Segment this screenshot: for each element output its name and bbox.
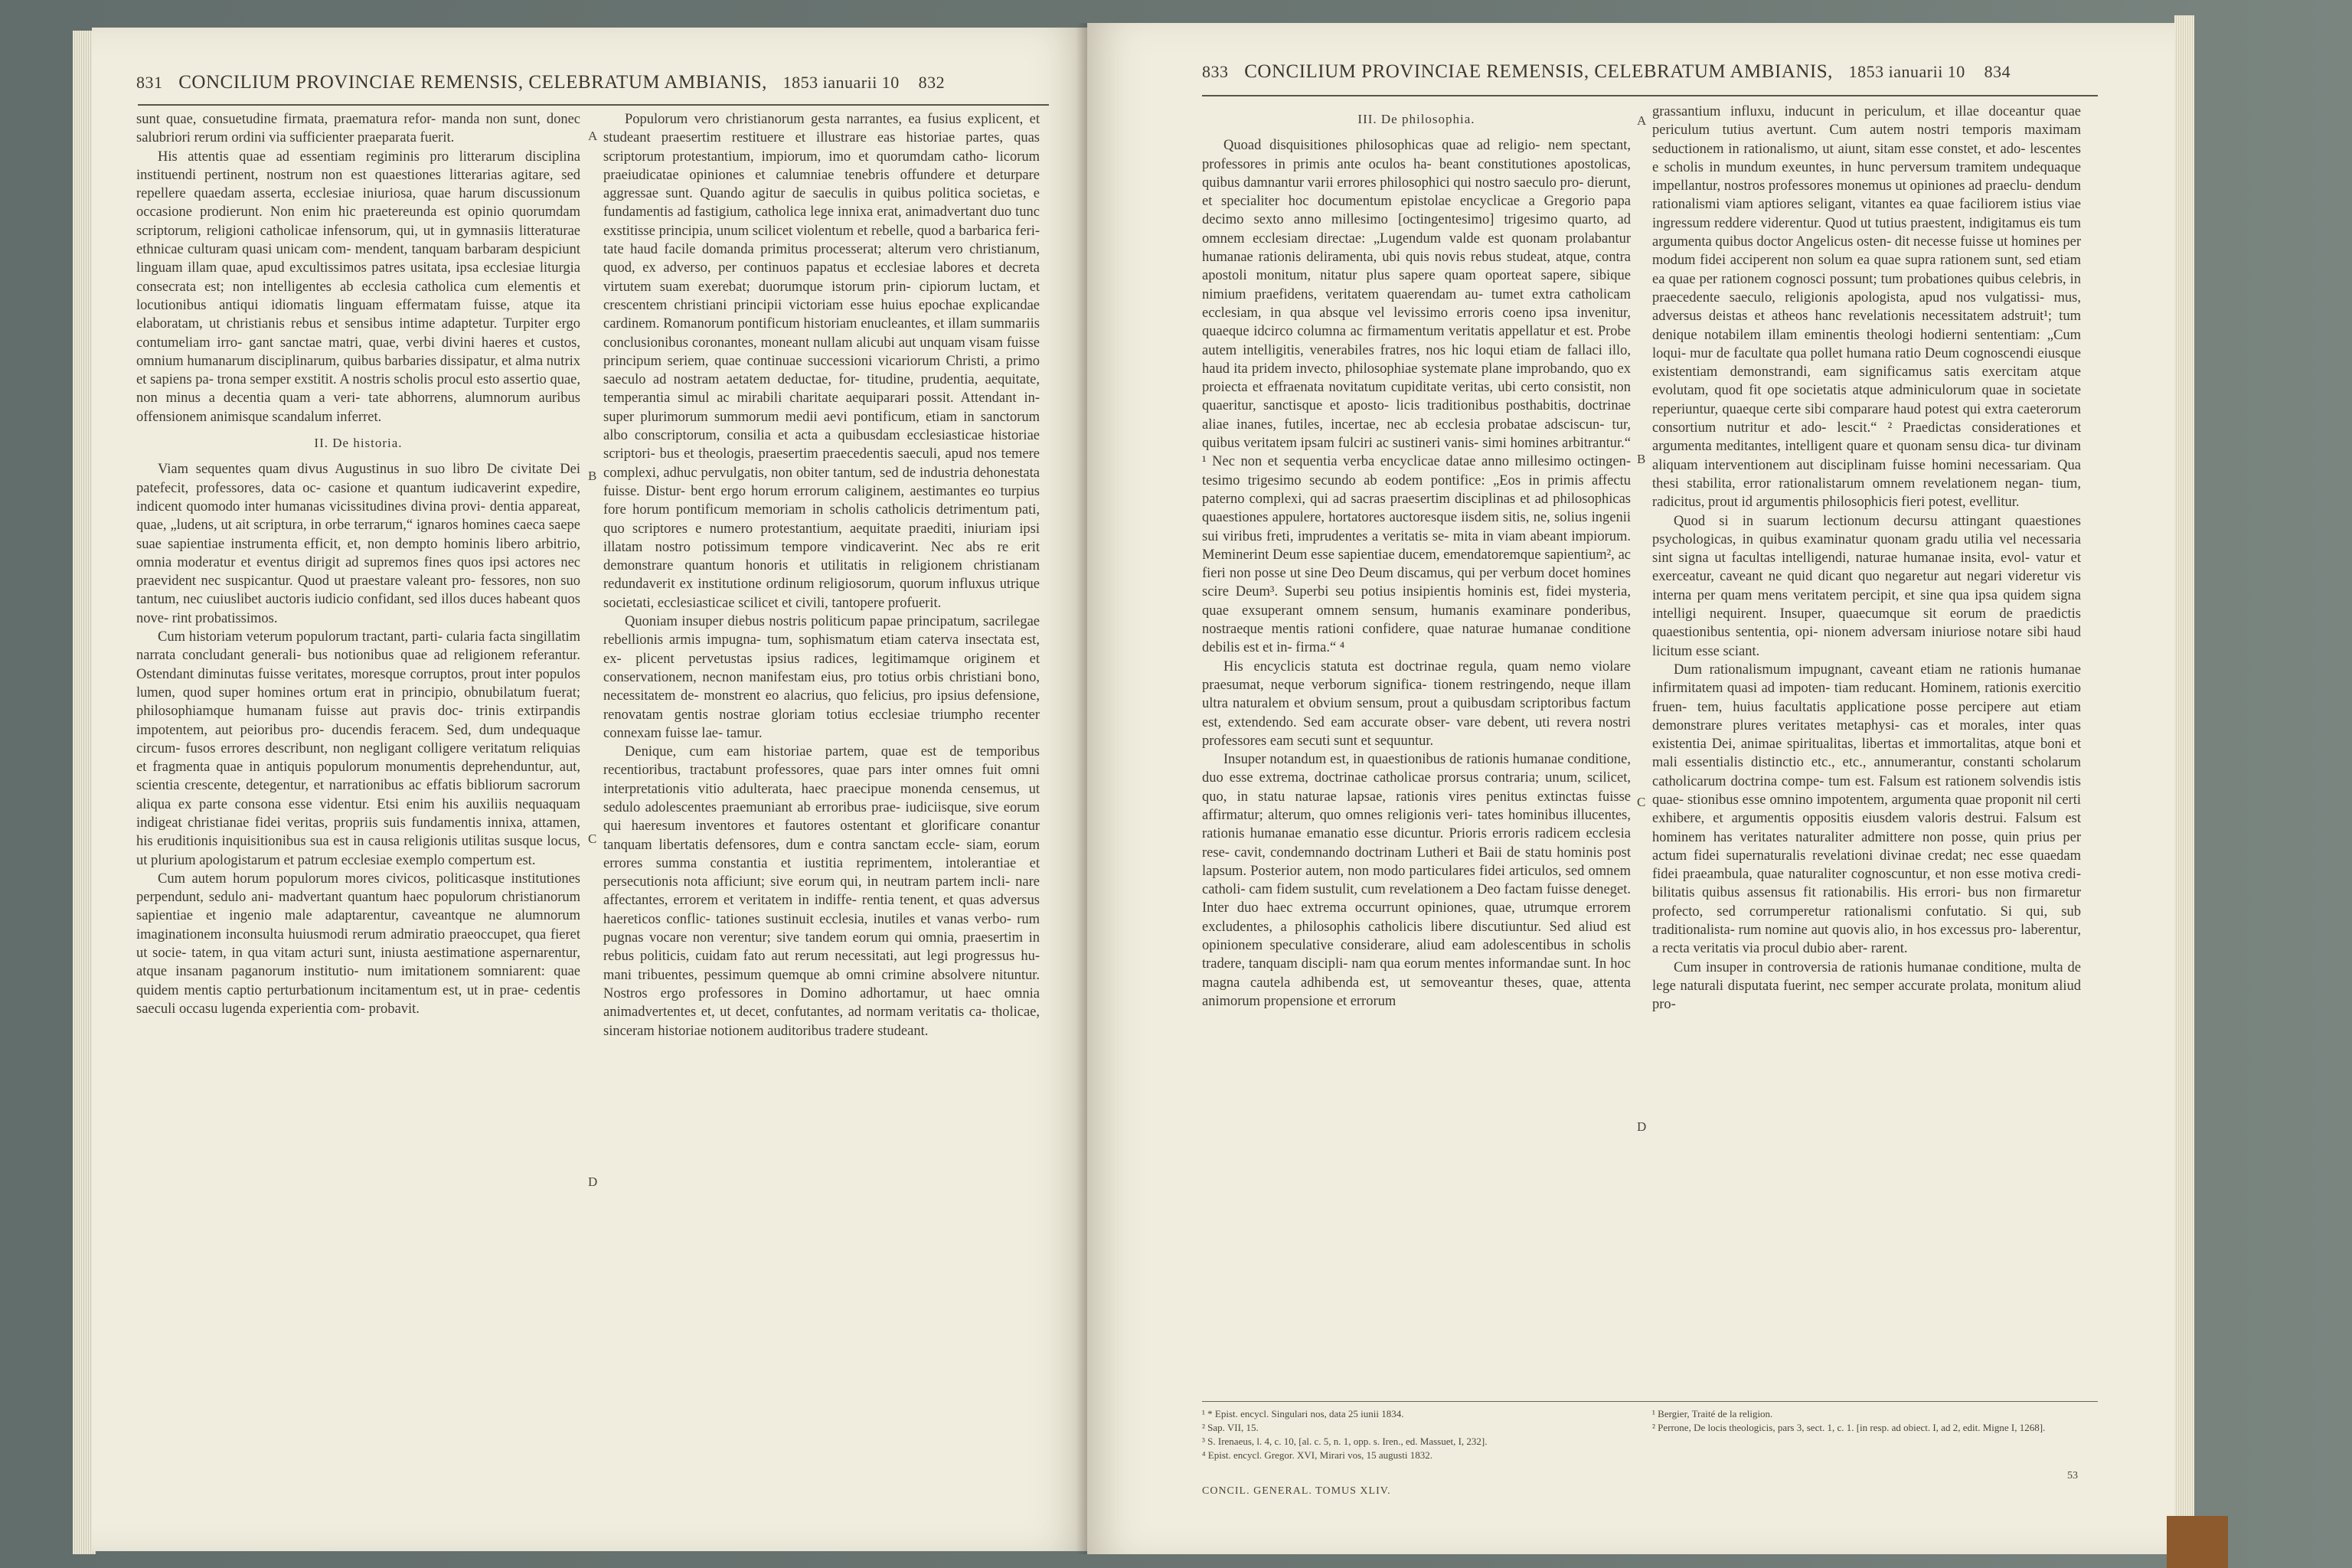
paragraph: His attentis quae ad essentiam regiminis pro litterarum disciplina instituendi pertinent, nostrum non est quaestiones litterarias agitare, sed repellere quaedam asserta, ecclesiae iniuriosa, quae harum discussionum occasione prodierunt. Non enim hic praetereunda est opinio quorumdam scriptorum, religioni catholicae infensorum, qui, ut in gymnasiis litteraturae ethnicae culturam quasi unicam com- mendent, tanquam barbaram despiciunt linguam illam quae, apud excultissimos patres usitata, ipsa ecclesiae liturgia consecrata est; non intelligentes ab ecclesia catholica cum elementis et locutionibus antiqui idiomatis linguam effermatam fuisse, atque ita elaboratam, ut christianis rebus et sensibus intime adaptetur. Turpiter ergo contumeliam irro- gant sanctae matri, quae, verbi divini haeres et custos, omnium humanarum disciplinarum, quibus barbaries dissipatur, et alma nutrix et sapiens pa- trona semper exstitit. A nostris scholis procul esto assertio quae, non minus a decentia quam a veri- tate abhorrens, alumnorum auribus offensionem animisque scandalum inferret. — [136, 149, 580, 425]
left-page-number: 831 — [136, 73, 163, 92]
left-column-number: 832 — [918, 73, 946, 92]
paragraph: Populorum vero christianorum gesta narrantes, ea fusius explicent, et studeant praesertim restituere et illustrare eas historiae partes, quas scriptorum protestantium, impiorum, imo et quorumdam catho- licorum praeiudicatae opiniones et calumniae tenebris offundere et deturpare aggressae sunt. Quando agitur de saeculis in quibus politica societas, e fundamentis ad fastigium, catholica lege innixa erat, animadvertant duo tunc exstitisse principia, unum scilicet violentum et rebelle, quod a barbarica feri- tate haud facile domanda primitus processerat; alterum vero christianum, quod, ex adverso, per continuos papatus et ecclesiae labores et decreta virtutem suam exerebat; duorumque istorum prin- cipiorum luctam, et crescentem christiani principii victoriam esse huius epochae explicandae cardinem. Romanorum pontificum historiam enucleantes, et illam summariis conclusionibus coronantes, moneant nullam alicubi aut unquam visam fuisse principum seriem, quae continuae successioni vicariorum Christi, a primo saeculo ad nostram aetatem deductae, for- titudine, prudentia, aequitate, temperantia simul ac mirabili charitate aequiparari possit. Attendant in- super plurimorum summorum medii aevi pontificum, etiam in sanctorum albo conscriptorum, consilia et acta a quibusdam ecclesiasticae historiae scriptori- bus et theologis, praesertim praecedentis saeculi, apud nos temere complexi, adhuc pervulgatis, non obiter tantum, sed de industria dehonestata fuisse. Distur- bent ergo horum errorum caliginem, aestimantes eo turpius fore horum pontificum memoriam in scholis catholicis detrimentum pati, quo scriptores e numero protestantium, aequitate praediti, iniuriam ipsi illatam nostro potissimum tempore vindicaverint. Nec abs re erit demonstrare quantum honoris et utilitatis in religionem christianam redundaverit ex institutione ordinum religiosorum, quorum influxus utrique societati, ecclesiasticae scilicet et civili, tantopere profuerit. — [603, 112, 1040, 611]
right-column-1 — [1202, 103, 1631, 1011]
left-page — [92, 28, 1087, 1551]
signature-number: 53 — [2067, 1470, 2078, 1481]
left-running-title: CONCILIUM PROVINCIAE REMENSIS, CELEBRATUM AMBIANIS, — [178, 72, 767, 93]
right-page-edges — [2174, 15, 2194, 1554]
paragraph: Dum rationalismum impugnant, caveant etiam ne rationis humanae infirmitatem quasi ad impoten- tiam reducant. Hominem, rationis exercitio fruen- tem, huius facultatis applicatione posse percipere aut etiam demonstrare plures veritates metaphysi- cas et morales, inter quas existentia Dei, animae spiritualitas, libertas et immortalitas, atque boni et mali essentialis distinctio etc., etc., annumerantur, constanti scholarum catholicarum doctrina compe- tum est. Falsum est rationem solvendis istis quae- stionibus esse omnino impotentem, argumenta quae proponit nil certi exhibere, et argumentis oppositis eiusdem valoris destrui. Falsum est hominem has veritates naturaliter admittere non posse, quin prius per actum fidei supernaturalis revelationi divinae credat; nec esse quaedam fidei praeambula, quae naturaliter cognoscuntur, et non esse motiva credi- bilitatis quibus assensus fit rationabilis. His errori- bus non firmaretur profecto, sed corrumperetur rationalismi confutatio. Si qui, sub traditionalista- rum nomine aut quovis alio, in hos excessus pro- laberentur, a recta veritatis via procul dubio aber- rarent. — [1652, 662, 2081, 957]
margin-marker: C — [1637, 795, 1646, 809]
margin-marker: A — [588, 129, 598, 143]
section-heading-historia: II. De historia. — [314, 436, 403, 451]
paragraph: Denique, cum eam historiae partem, quae est de temporibus recentioribus, tractabunt professores, quae pars inter omnes fuit omni interpretationis vitio adulterata, haec praecipue monenda censemus, ut sedulo adolescentes praemuniant ab erroribus prae- iudiciisque, sive eorum qui haeresum inventores et fautores ostentant et glorificare conantur tanquam libertatis defensores, dum e contra sanctam eccle- siam, eorum errores summa constantia et iustitia reprimentem, intolerantiae et persecutionis nota afficiunt; sive eorum qui, in neutram partem incli- nare affectantes, errorem et veritatem in indiffe- rentia tenent, et quas adversus haereticos conflic- tationes sustinuit ecclesia, inutiles et vanas verbo- rum pugnas vocare non verentur; sive tandem eorum qui omnia, praesertim in rebus politicis, cuidam fato aut rerum necessitati, aut legi progressus hu- mani tribuentes, pessimum quemque ab omni crimine absolvere nituntur. Nostros ergo professores in Domino adhortamur, ut haec omnia animadvertentes et, ut decet, confutantes, ad normam veritatis ca- tholicae, sinceram historiae notionem auditoribus tradere studeant. — [603, 744, 1040, 1039]
paragraph: Viam sequentes quam divus Augustinus in suo libro De civitate Dei patefecit, professores, data oc- casione et quantum iudicaverint expedire, indicent quomodo inter humanas vicissitudines divina provi- dentia appareat, quae, „ludens, ut ait scriptura, in orbe terrarum,“ ignaros homines caeca saepe suae sapientiae instrumenta efficit, et, non dempto hominis libero arbitrio, omnia moderatur et eventus dirigit ad supremos fines quos ipsi actores nec praevident nec suspicantur. Quod ut praestare valeant pro- fessores, non suo tantum, nec cuiuslibet auctoris iudicio confidant, sed illos duces habeant quos nove- rint probatissimos. — [136, 462, 580, 626]
paragraph: Cum historiam veterum populorum tractant, parti- cularia facta singillatim narrata concludant generali- bus notionibus quae ad religionem referantur. Ostendant diminutas fuisse veritates, moresque corruptos, prout inter populos lumen, quod super homines ortum erat in principio, obnubilatum fuerat; philosophiamque humanam fuisse aut pravis doc- trinis extirpandis impotentem, aut peioribus pro- ducendis feracem. Sed, dum undequaque circum- fusos errores describunt, non negligant colligere veritatum reliquias et fragmenta quae in antiquis populorum monumentis deprehenduntur, aut, scientia crescente, detegentur, et narrationibus ac effatis bibliorum sacrorum aliqua ex parte consona esse videntur. Etsi enim his auxiliis nequaquam indigeat christianae fidei veritas, propriis suis fundamentis innixa, attamen, his eruditionis inquisitionibus sua est in causa religionis utilitas susque locus, ut plurium apologistarum et patrum ecclesiae exemplo compertum est. — [136, 629, 580, 868]
footnotes-left — [1202, 1407, 1631, 1462]
right-column-number: 834 — [1984, 62, 2011, 81]
footnote: ⁴ Epist. encycl. Gregor. XVI, Mirari vos, 15 augusti 1832. — [1202, 1449, 1432, 1461]
left-column-1 — [136, 110, 580, 1018]
paragraph: grassantium influxu, inducunt in periculum, et illae doceantur quae periculum tutius avertunt. Cum autem nostri temporis maximam seductionem in rationalismo, ut aiunt, sitam esse constet, et ado- lescentes e scholis in mundum exeuntes, in hunc perversum tramitem undequaque impellantur, nostros professores monemus ut opiniones ad praeclu- dendum rationalismi viam aptiores seligant, vitantes ea quae faciliorem istius viae ingressum reddere viderentur. Quod ut tutius praestent, indigitamus eis tum argumenta quibus doctor Angelicus osten- dit necesse fuisse ut homines per modum fidei acciperent non solum ea quae supra rationem sunt, sed etiam ea quae per rationem cognosci possunt; tum probationes quibus celebris, in praecedente saeculo, religionis apologista, apud nos vulgatissi- mus, adversus deistas et atheos hanc revelationis necessitatem adstruit¹; tum denique notabilem illam eminentis theologi hodierni sententiam: „Cum loqui- mur de facultate qua pollet humana ratio Deum cognoscendi eiusque existentiam demonstrandi, eam significamus satis exercitam atque evolutam, quod fit ope societatis atque adminiculorum quae in societate reperiuntur, quaeque certe sibi comparare haud potest qui extra caeterorum consortium nutritur et ado- lescit.“ ² Praedictas considerationes et argumenta meditantes, intelligent quare et quonam sensu dica- tur divinam aliquam interventionem aut disciplinam fuisse homini necessariam. Qua thesi stabilita, error rationalistarum omnem revelationem negan- tium, radicitus, prout id argumentis philosophicis fieri potest, evellitur. — [1652, 104, 2081, 511]
paragraph: Quoniam insuper diebus nostris politicum papae principatum, sacrilegae rebellionis armis impugna- tum, sophismatum etiam caterva insectata est, ex- plicent pervetustas ipsius radices, legitimamque originem et conservationem, necnon manifestam eius, pro totius orbis christiani bono, necessitatem de- monstrent eo alacrius, quo felicius, pro ipsius defensione, renovatam gentis nostrae gloriam totius ecclesiae triumpho recenter connexam fuisse lae- tamur. — [603, 614, 1040, 741]
right-page-header — [1202, 61, 2011, 83]
book-cover-corner — [2167, 1516, 2228, 1568]
signature-line: CONCIL. GENERAL. TOMUS XLIV. — [1202, 1485, 1391, 1497]
margin-marker: C — [588, 831, 597, 846]
paragraph: Cum autem horum populorum mores civicos, politicasque institutiones perpendunt, sedulo ani- madvertant quantum haec populorum christianorum sapientiae et ingenio male adaptarentur, caveantque ne alumnorum imaginationem inconsulta huiusmodi rerum admiratio praeoccupet, qua fieret ut socie- tatem, in qua vitam acturi sunt, iniusta aestimatione aspernarentur, atque insanam paganorum institutio- num imitationem somniarent: quae quidem mentis captio perturbationum incitamentum est, ut in prae- cedentis saeculi occasu lugenda experientia com- probavit. — [136, 871, 580, 1017]
paragraph: sunt quae, consuetudine firmata, praematura refor- manda non sunt, donec salubriori rerum ordini via sufficienter praeparata fuerit. — [136, 112, 580, 146]
margin-marker: B — [1637, 452, 1646, 466]
left-running-date: 1853 ianuarii 10 — [782, 73, 900, 92]
left-column-2 — [603, 110, 1040, 1040]
paragraph: Quod si in suarum lectionum decursu attingant quaestiones psychologicas, in quibus examinatur quonam gradu utilia vel necessaria sint signa ut facultas intelligendi, naturae humanae insita, evol- vatur et exerceatur, caveant ne quid dicant quo negaretur aut negari videretur vis interna per quam mens veritatem percipit, et sine qua ipsa quidem signa intelligi nequirent. Insuper, quaecumque sit eorum de praedictis quaestionibus sententia, opi- nionem adversam iniuriose notare sibi haud licitum esse sciant. — [1652, 513, 2081, 659]
paragraph: His encyclicis statuta est doctrinae regula, quam nemo violare praesumat, neque verborum significa- tionem restringendo, neque illam ultra naturalem et obvium sensum, prout a quibusdam scriptoribus factum est, extendendo. Sed eam accurate obser- vare debent, uti revera nostri professores eam secuti sunt et sequuntur. — [1202, 658, 1631, 749]
right-running-date: 1853 ianuarii 10 — [1848, 62, 1965, 81]
footnote: ² Perrone, De locis theologicis, pars 3, sect. 1, c. 1. [in resp. ad obiect. I, ad 2, edit. Migne I, 1268]. — [1652, 1422, 2046, 1433]
margin-marker: A — [1637, 113, 1647, 128]
footnote: ² Sap. VII, 15. — [1202, 1422, 1259, 1433]
footnote-rule — [1202, 1401, 2098, 1402]
margin-marker: D — [588, 1174, 598, 1189]
right-header-rule — [1202, 95, 2098, 96]
paragraph: Quoad disquisitiones philosophicas quae ad religio- nem spectant, professores in primis ante oculos ha- beant constitutiones apostolicas, quibus damnantur varii errores philosophici qui nostro saeculo pro- dierunt, et specialiter hoc documentum epistolae encyclicae a Gregorio papa decimo sexto anno millesimo [octingentesimo] trigesimo quarto, ad omnem ecclesiam directae: „Lugendum valde est quonam prolabantur humanae rationis deliramenta, ubi quis novis rebus studeat, atque, contra apostoli monitum, nitatur plus sapere quam oporteat sapere, sibique nimium praefidens, veritatem quaerendam au- tumet extra catholicam ecclesiam, in qua absque vel levissimo erroris coeno ipsa invenitur, quaeque idcirco columna ac firmamentum veritatis appellatur et est. Probe autem intelligitis, venerabiles fratres, nos hic loqui etiam de fallaci illo, haud ita pridem invecto, philosophiae systemate plane improbando, quo ex proiecta et effraenata novitatum cupiditate veritas, ubi certo consistit, non quaeritur, sanctisque et aposto- licis traditionibus posthabitis, doctrinae aliae inanes, futiles, incertae, nec ab ecclesia probatae adsciscun- tur, quibus veritatem ipsam fulciri ac sustineri vanis- simi homines arbitrantur.“ ¹ Nec non et sequentia verba encyclicae datae anno millesimo octingen- tesimo trigesimo secundo ab eodem pontifice: „Eos in primis affectu paterno complexi, qui ad sacras praesertim disciplinas et ad philosophicas quaestiones appulere, hortatores auctoresque iisdem sitis, ne, solius ingenii sui viribus freti, imprudentes a veritatis se- mita in viam abeant impiorum. Meminerint Deum esse sapientiae ducem, emendatoremque sapientium², ac fieri non posse ut sine Deo Deum discamus, qui per verbum docet homines scire Deum³. Superbi seu potius insipientis hominis est, fidei mysteria, quae exsuperant omnem sensum, humanis examinare ponderibus, nostraeque mentis rationi confidere, quae naturae humanae conditione debilis est et in- firma.“ ⁴ — [1202, 138, 1632, 656]
footnotes-right — [1652, 1407, 2081, 1435]
footnote: ³ S. Irenaeus, l. 4, c. 10, [al. c. 5, n. 1, opp. s. Iren., ed. Massuet, I, 232]. — [1202, 1436, 1488, 1447]
left-header-rule — [138, 104, 1049, 106]
footnote: ¹ * Epist. encycl. Singulari nos, data 25 iunii 1834. — [1202, 1408, 1404, 1419]
footnote: ¹ Bergier, Traité de la religion. — [1652, 1408, 1773, 1419]
right-page-number: 833 — [1202, 62, 1229, 81]
margin-marker: B — [588, 469, 597, 483]
margin-marker: D — [1637, 1119, 1647, 1134]
section-heading-philosophia: III. De philosophia. — [1357, 112, 1475, 126]
left-page-header — [136, 72, 945, 93]
right-column-2 — [1652, 103, 2081, 1014]
right-running-title: CONCILIUM PROVINCIAE REMENSIS, CELEBRATUM AMBIANIS, — [1244, 61, 1833, 82]
paragraph: Insuper notandum est, in quaestionibus de rationis humanae conditione, duo esse extrema, doctrinae catholicae prorsus contraria; unum, scilicet, quo, in statu naturae lapsae, rationis vires penitus extinctas fuisse affirmatur; alterum, quo omnes religionis veri- tates hominibus illucentes, rationis humanae emanatio esse dicuntur. Prioris erroris radicem ecclesia rese- cavit, condemnando doctrinam Lutheri et Baii de statu hominis post lapsum. Posterior autem, non modo particulares fidei articulos, sed omnem catholi- cam fidem sustulit, cum revelationem a Deo factam fuisse deneget. Inter duo haec extrema occurrunt opiniones, quae, utrumque errorem excludentes, a philosophis catholicis libere discutiuntur. Sed aliud est opinionem speculative considerare, aliud eam adolescentibus in scholis tradere, tanquam discipli- nam qua eorum mentes informandae sunt. In hoc magna cautela adhibenda est, ut semoveantur theses, quae, attenta animorum propensione et errorum — [1202, 752, 1631, 1009]
right-page — [1087, 23, 2174, 1554]
paragraph: Cum insuper in controversia de rationis humanae conditione, multa de lege naturali disputata fuerint, nec semper accurate prolata, monitum aliud pro- — [1652, 959, 2081, 1013]
